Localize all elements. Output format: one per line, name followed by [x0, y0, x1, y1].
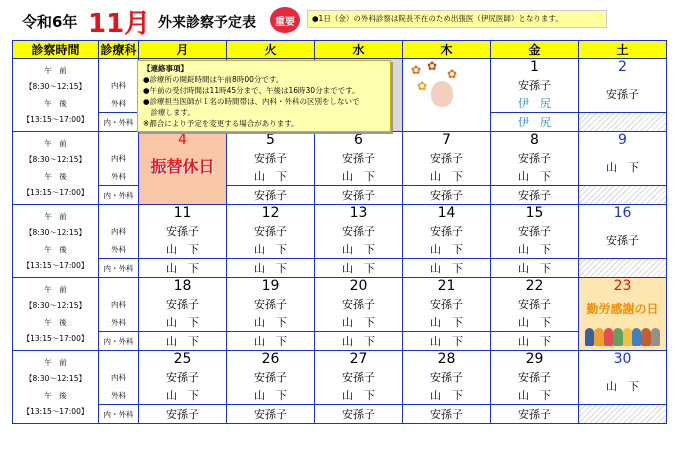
pm-doctor: 山 下: [491, 331, 578, 350]
day-cell: [139, 205, 227, 278]
pm-label: 午 後: [44, 317, 67, 327]
pm-doctor: 山 下: [227, 258, 314, 277]
day-cell: [403, 132, 491, 205]
am-surgery-doctor: 山 下: [254, 316, 287, 329]
dept-both: 内・外科: [99, 112, 138, 131]
am-time: 【8:30～12:15】: [25, 155, 86, 165]
am-label: 午 前: [44, 285, 67, 295]
day-number: 23: [613, 278, 632, 294]
am-label: 午 前: [44, 66, 67, 76]
am-surgery-doctor: 山 下: [254, 243, 287, 256]
am-time: 【8:30～12:15】: [25, 374, 86, 384]
week-row: [13, 205, 667, 278]
am-surgery-doctor: 山 下: [430, 316, 463, 329]
pm-doctor: 山 下: [403, 331, 490, 350]
am-internal-doctor: 安孫子: [518, 371, 551, 384]
am-surgery-doctor: 山 下: [518, 316, 551, 329]
am-doctor: 安孫子: [606, 234, 639, 247]
pm-label: 午 後: [44, 98, 67, 108]
autumn-illustration: ✿ ✿ ✿ ✿: [403, 59, 490, 131]
am-surgery-doctor: 山 下: [430, 389, 463, 402]
pm-doctor: 安孫子: [491, 185, 578, 204]
am-doctor: 山 下: [606, 380, 639, 393]
am-label: 午 前: [44, 358, 67, 368]
col-time: 診察時間: [13, 41, 99, 59]
day-number: 5: [266, 132, 275, 148]
pm-closed: [579, 112, 666, 131]
pm-time: 【13:15～17:00】: [22, 114, 89, 124]
am-internal-doctor: 安孫子: [166, 225, 199, 238]
pm-doctor: 安孫子: [227, 185, 314, 204]
am-internal-doctor: 安孫子: [254, 371, 287, 384]
day-number: 11: [173, 205, 192, 221]
day-number: 12: [261, 205, 280, 221]
day-number: 2: [618, 59, 627, 75]
dept-both: 内・外科: [99, 185, 138, 204]
am-internal-doctor: 安孫子: [342, 225, 375, 238]
am-internal-doctor: 安孫子: [518, 79, 551, 92]
day-number: 1: [530, 59, 539, 75]
day-cell: [403, 205, 491, 278]
time-label-cell: [13, 351, 99, 424]
header-row: [13, 41, 667, 59]
day-cell: [315, 205, 403, 278]
day-cell: [403, 278, 491, 351]
era-label: 令和6年: [22, 13, 78, 31]
dept-label-cell: [99, 205, 139, 278]
col-dept: 診療科: [99, 41, 139, 59]
day-number: 30: [613, 351, 632, 367]
am-time: 【8:30～12:15】: [25, 301, 86, 311]
pm-doctor: 山 下: [491, 258, 578, 277]
col-thu: 木: [403, 41, 491, 59]
col-tue: 火: [227, 41, 315, 59]
day-cell: [579, 278, 667, 351]
day-number: 16: [613, 205, 632, 221]
day-cell: [491, 59, 579, 132]
day-cell: [491, 351, 579, 424]
notes-line: ●診療担当医師が１名の時間帯は、内科・外科の区別をしないで: [143, 97, 360, 106]
notes-line: ●診療所の開錠時間は午前8時00分です。: [143, 75, 284, 84]
day-cell: [579, 132, 667, 205]
am-internal-doctor: 安孫子: [430, 152, 463, 165]
am-internal-doctor: 安孫子: [254, 298, 287, 311]
am-surgery-doctor: 山 下: [166, 243, 199, 256]
day-cell: [139, 351, 227, 424]
day-cell: [403, 59, 491, 132]
am-doctor: 安孫子: [606, 88, 639, 101]
day-number: 26: [261, 351, 280, 367]
day-cell: [315, 132, 403, 205]
day-cell: [227, 351, 315, 424]
am-label: 午 前: [44, 212, 67, 222]
day-number: 4: [178, 132, 187, 148]
week-row: [13, 278, 667, 351]
pm-time: 【13:15～17:00】: [22, 260, 89, 270]
am-internal-doctor: 安孫子: [254, 152, 287, 165]
am-surgery-doctor: 山 下: [342, 389, 375, 402]
day-number: 29: [525, 351, 544, 367]
am-surgery-doctor: 伊 尻: [518, 97, 551, 110]
pm-doctor: 安孫子: [403, 185, 490, 204]
pm-doctor: 安孫子: [227, 404, 314, 423]
page-header: [0, 0, 680, 38]
day-cell: [139, 132, 227, 205]
day-cell: [227, 205, 315, 278]
time-label-cell: [13, 59, 99, 132]
day-number: 25: [173, 351, 192, 367]
dept-surgery: 外科: [111, 244, 126, 254]
am-internal-doctor: 安孫子: [518, 152, 551, 165]
workers-illustration: [585, 328, 660, 346]
page-title: 外来診察予定表: [158, 15, 256, 31]
day-cell: [491, 278, 579, 351]
month-label: 11月: [88, 9, 151, 39]
holiday-label: 振替休日: [150, 157, 215, 176]
notes-line: ●午前の受付時間は11時45分まで、午後は16時30分までです。: [143, 86, 360, 95]
dept-label-cell: [99, 59, 139, 132]
am-internal-doctor: 安孫子: [518, 225, 551, 238]
day-cell: [315, 351, 403, 424]
am-time: 【8:30～12:15】: [25, 82, 86, 92]
pm-doctor: 山 下: [139, 331, 226, 350]
pm-doctor: 山 下: [315, 258, 402, 277]
dept-both: 内・外科: [99, 404, 138, 423]
am-surgery-doctor: 山 下: [254, 389, 287, 402]
am-label: 午 前: [44, 139, 67, 149]
pm-label: 午 後: [44, 390, 67, 400]
pm-doctor: 山 下: [227, 331, 314, 350]
notice-banner: ●1日（金）の外科診察は院長不在のため出張医（伊尻医師）となります。: [307, 10, 607, 28]
day-number: 22: [525, 278, 544, 294]
notes-line: ※都合により予定を変更する場合があります。: [143, 119, 299, 128]
time-label-cell: [13, 205, 99, 278]
am-internal-doctor: 安孫子: [430, 225, 463, 238]
am-internal-doctor: 安孫子: [342, 298, 375, 311]
holiday-label: 勤労感謝の日: [586, 302, 659, 316]
day-cell: [315, 278, 403, 351]
am-internal-doctor: 安孫子: [166, 371, 199, 384]
am-surgery-doctor: 山 下: [254, 170, 287, 183]
dept-internal: 内科: [111, 372, 126, 382]
pm-closed: [579, 404, 666, 423]
am-surgery-doctor: 山 下: [430, 170, 463, 183]
dept-label-cell: [99, 351, 139, 424]
am-surgery-doctor: 山 下: [430, 243, 463, 256]
dept-surgery: 外科: [111, 317, 126, 327]
day-number: 14: [437, 205, 456, 221]
pm-doctor: 山 下: [139, 258, 226, 277]
am-surgery-doctor: 山 下: [518, 389, 551, 402]
day-number: 21: [437, 278, 456, 294]
am-time: 【8:30～12:15】: [25, 228, 86, 238]
col-sat: 土: [579, 41, 667, 59]
day-number: 18: [173, 278, 192, 294]
day-number: 19: [261, 278, 280, 294]
pm-time: 【13:15～17:00】: [22, 406, 89, 416]
pm-doctor: 安孫子: [403, 404, 490, 423]
pm-doctor: 安孫子: [491, 404, 578, 423]
pm-label: 午 後: [44, 244, 67, 254]
day-cell: [139, 278, 227, 351]
am-internal-doctor: 安孫子: [342, 371, 375, 384]
day-number: 27: [349, 351, 368, 367]
day-number: 20: [349, 278, 368, 294]
dept-internal: 内科: [111, 153, 126, 163]
day-number: 28: [437, 351, 456, 367]
dept-both: 内・外科: [99, 331, 138, 350]
dept-label-cell: [99, 132, 139, 205]
notes-title: 【連絡事項】: [143, 64, 188, 73]
am-internal-doctor: 安孫子: [430, 371, 463, 384]
dept-surgery: 外科: [111, 171, 126, 181]
pm-doctor: 安孫子: [139, 404, 226, 423]
dept-internal: 内科: [111, 80, 126, 90]
day-cell: [227, 278, 315, 351]
time-label-cell: [13, 132, 99, 205]
pm-closed: [579, 258, 666, 277]
notes-line: 診療します。: [143, 108, 195, 117]
day-cell: [403, 351, 491, 424]
day-cell: [579, 59, 667, 132]
am-doctor: 山 下: [606, 161, 639, 174]
important-badge: 重要: [270, 7, 300, 33]
am-surgery-doctor: 山 下: [342, 243, 375, 256]
week-row: [13, 132, 667, 205]
am-internal-doctor: 安孫子: [166, 298, 199, 311]
dept-internal: 内科: [111, 226, 126, 236]
day-number: 9: [618, 132, 627, 148]
day-number: 6: [354, 132, 363, 148]
pm-time: 【13:15～17:00】: [22, 333, 89, 343]
am-surgery-doctor: 山 下: [518, 243, 551, 256]
col-wed: 水: [315, 41, 403, 59]
dept-label-cell: [99, 278, 139, 351]
day-number: 15: [525, 205, 544, 221]
am-surgery-doctor: 山 下: [342, 170, 375, 183]
pm-closed: [579, 185, 666, 204]
dept-surgery: 外科: [111, 390, 126, 400]
rabbit-icon: [431, 81, 453, 107]
day-number: 13: [349, 205, 368, 221]
am-internal-doctor: 安孫子: [518, 298, 551, 311]
day-cell: [579, 351, 667, 424]
week-row: [13, 351, 667, 424]
notes-box: [137, 60, 391, 132]
day-cell: [491, 205, 579, 278]
am-surgery-doctor: 山 下: [166, 316, 199, 329]
am-internal-doctor: 安孫子: [342, 152, 375, 165]
day-cell: [579, 205, 667, 278]
time-label-cell: [13, 278, 99, 351]
pm-doctor: 安孫子: [315, 185, 402, 204]
col-fri: 金: [491, 41, 579, 59]
am-internal-doctor: 安孫子: [254, 225, 287, 238]
day-cell: [491, 132, 579, 205]
dept-internal: 内科: [111, 299, 126, 309]
pm-doctor: 山 下: [315, 331, 402, 350]
pm-doctor: 山 下: [403, 258, 490, 277]
day-number: 7: [442, 132, 451, 148]
day-cell: [227, 132, 315, 205]
pm-doctor: 伊 尻: [491, 112, 578, 131]
pm-doctor: 安孫子: [315, 404, 402, 423]
am-surgery-doctor: 山 下: [166, 389, 199, 402]
pm-time: 【13:15～17:00】: [22, 187, 89, 197]
col-mon: 月: [139, 41, 227, 59]
am-surgery-doctor: 山 下: [342, 316, 375, 329]
dept-surgery: 外科: [111, 98, 126, 108]
day-number: 8: [530, 132, 539, 148]
am-internal-doctor: 安孫子: [430, 298, 463, 311]
am-surgery-doctor: 山 下: [518, 170, 551, 183]
dept-both: 内・外科: [99, 258, 138, 277]
pm-label: 午 後: [44, 171, 67, 181]
